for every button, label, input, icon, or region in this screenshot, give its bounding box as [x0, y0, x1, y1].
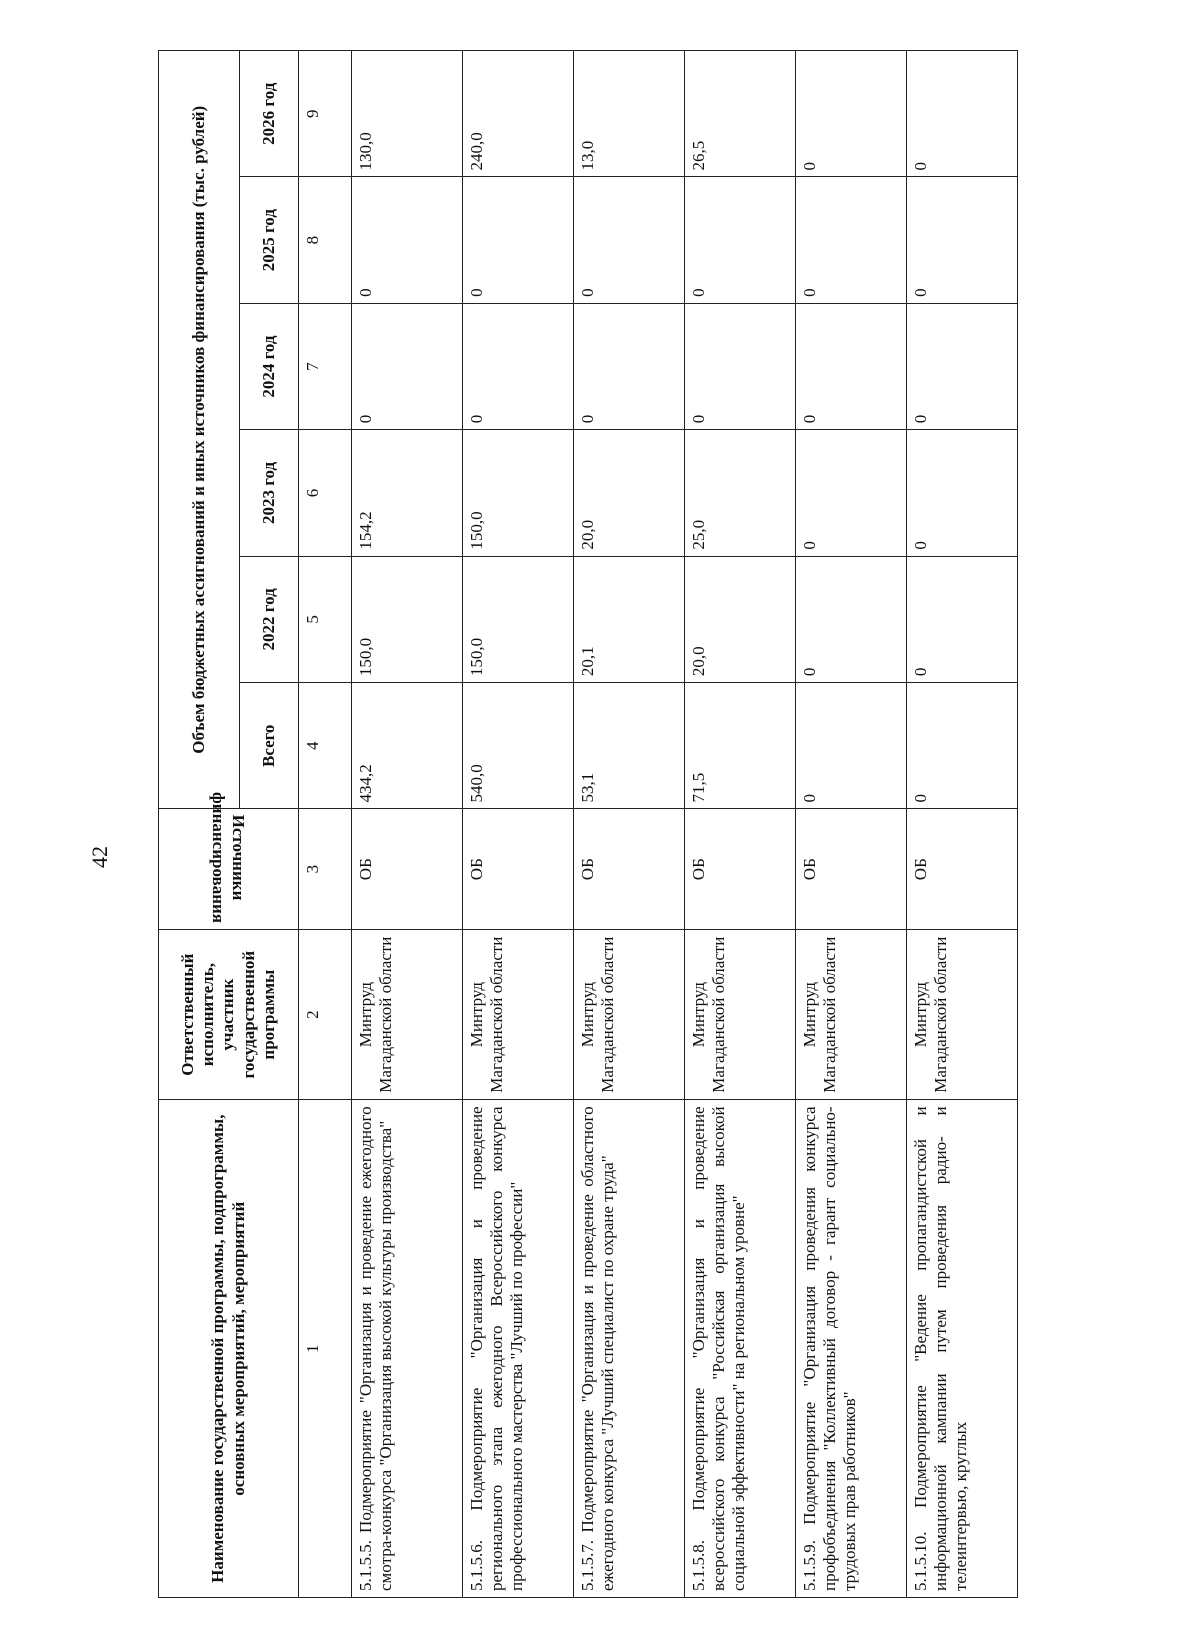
row-source: ОБ — [462, 809, 573, 929]
row-responsible: Минтруд Магаданской области — [351, 929, 462, 1100]
row-value-2022: 150,0 — [351, 556, 462, 682]
header-responsible: Ответственный исполнитель, участник государственной программы — [159, 929, 299, 1100]
row-value-2024: 0 — [684, 303, 795, 429]
row-source: ОБ — [906, 809, 1017, 929]
row-value-2023: 20,0 — [573, 430, 684, 556]
row-value-total: 434,2 — [351, 683, 462, 809]
header-name: Наименование государственной программы, подпрограммы, основных мероприятий, мероприятий — [159, 1100, 299, 1598]
row-value-2024: 0 — [573, 303, 684, 429]
row-value-2026: 13,0 — [573, 51, 684, 177]
header-year-2022: 2022 год — [240, 556, 299, 682]
row-responsible: Минтруд Магаданской области — [462, 929, 573, 1100]
row-name: 5.1.5.8. Подмероприятие "Организация и проведение всероссийского конкурса "Российская организация высокой социальной эффективности" на региональном уровне" — [684, 1100, 795, 1598]
column-number: 8 — [299, 177, 352, 303]
header-year-2024: 2024 год — [240, 303, 299, 429]
header-source-label: Источники финансирования — [209, 791, 248, 923]
column-number-row — [299, 51, 352, 1598]
row-value-2026: 130,0 — [351, 51, 462, 177]
table-row — [462, 51, 573, 1598]
table-row — [684, 51, 795, 1598]
page-number: 42 — [87, 846, 112, 868]
row-value-2023: 25,0 — [684, 430, 795, 556]
column-number: 1 — [299, 1100, 352, 1598]
row-value-2026: 0 — [795, 51, 906, 177]
row-value-2023: 150,0 — [462, 430, 573, 556]
row-value-2022: 20,0 — [684, 556, 795, 682]
row-name: 5.1.5.10. Подмероприятие "Ведение пропагандистской и информационной кампании путем проведения радио- и телеинтервью, круглых — [906, 1100, 1017, 1598]
row-responsible: Минтруд Магаданской области — [684, 929, 795, 1100]
row-value-2026: 26,5 — [684, 51, 795, 177]
column-number: 5 — [299, 556, 352, 682]
row-responsible: Минтруд Магаданской области — [906, 929, 1017, 1100]
header-funding-group: Объем бюджетных ассигнований и иных источников финансирования (тыс. рублей) — [159, 51, 240, 809]
row-value-2025: 0 — [906, 177, 1017, 303]
row-value-2026: 0 — [906, 51, 1017, 177]
row-responsible: Минтруд Магаданской области — [795, 929, 906, 1100]
row-responsible: Минтруд Магаданской области — [573, 929, 684, 1100]
row-value-2023: 0 — [906, 430, 1017, 556]
row-name: 5.1.5.5. Подмероприятие "Организация и проведение ежегодного смотра-конкурса "Организация высокой культуры производства" — [351, 1100, 462, 1598]
row-value-2025: 0 — [795, 177, 906, 303]
row-value-2025: 0 — [573, 177, 684, 303]
row-name: 5.1.5.7. Подмероприятие "Организация и проведение областного ежегодного конкурса "Лучший специалист по охране труда" — [573, 1100, 684, 1598]
row-value-total: 53,1 — [573, 683, 684, 809]
table-row — [351, 51, 462, 1598]
row-value-2024: 0 — [462, 303, 573, 429]
column-number: 7 — [299, 303, 352, 429]
column-number: 6 — [299, 430, 352, 556]
row-value-2022: 0 — [906, 556, 1017, 682]
financing-table — [158, 50, 1018, 1598]
row-value-2025: 0 — [351, 177, 462, 303]
header-source — [159, 791, 299, 929]
row-value-2024: 0 — [795, 303, 906, 429]
row-source: ОБ — [795, 809, 906, 929]
row-value-2022: 0 — [795, 556, 906, 682]
row-value-total: 0 — [906, 683, 1017, 809]
column-number: 9 — [299, 51, 352, 177]
header-year-2026: 2026 год — [240, 51, 299, 177]
row-value-2024: 0 — [906, 303, 1017, 429]
row-value-2025: 0 — [684, 177, 795, 303]
table-row — [795, 51, 906, 1598]
row-source: ОБ — [573, 809, 684, 929]
row-value-total: 71,5 — [684, 683, 795, 809]
row-value-total: 540,0 — [462, 683, 573, 809]
row-source: ОБ — [351, 809, 462, 929]
row-value-2022: 20,1 — [573, 556, 684, 682]
row-value-2025: 0 — [462, 177, 573, 303]
header-year-2023: 2023 год — [240, 430, 299, 556]
row-value-total: 0 — [795, 683, 906, 809]
column-number: 2 — [299, 929, 352, 1100]
row-name: 5.1.5.9. Подмероприятие "Организация проведения конкурса профобъединения "Коллективный договор - гарант социально-трудовых прав работников" — [795, 1100, 906, 1598]
row-value-2023: 0 — [795, 430, 906, 556]
header-year-2025: 2025 год — [240, 177, 299, 303]
table-row — [573, 51, 684, 1598]
table-row — [906, 51, 1017, 1598]
row-value-2024: 0 — [351, 303, 462, 429]
row-value-2022: 150,0 — [462, 556, 573, 682]
row-source: ОБ — [684, 809, 795, 929]
column-number: 3 — [299, 809, 352, 929]
row-value-2026: 240,0 — [462, 51, 573, 177]
header-year-total: Всего — [240, 683, 299, 809]
row-value-2023: 154,2 — [351, 430, 462, 556]
row-name: 5.1.5.6. Подмероприятие "Организация и проведение регионального этапа ежегодного Всероссийского конкурса профессионального мастерства "Лучший по профессии" — [462, 1100, 573, 1598]
column-number: 4 — [299, 683, 352, 809]
